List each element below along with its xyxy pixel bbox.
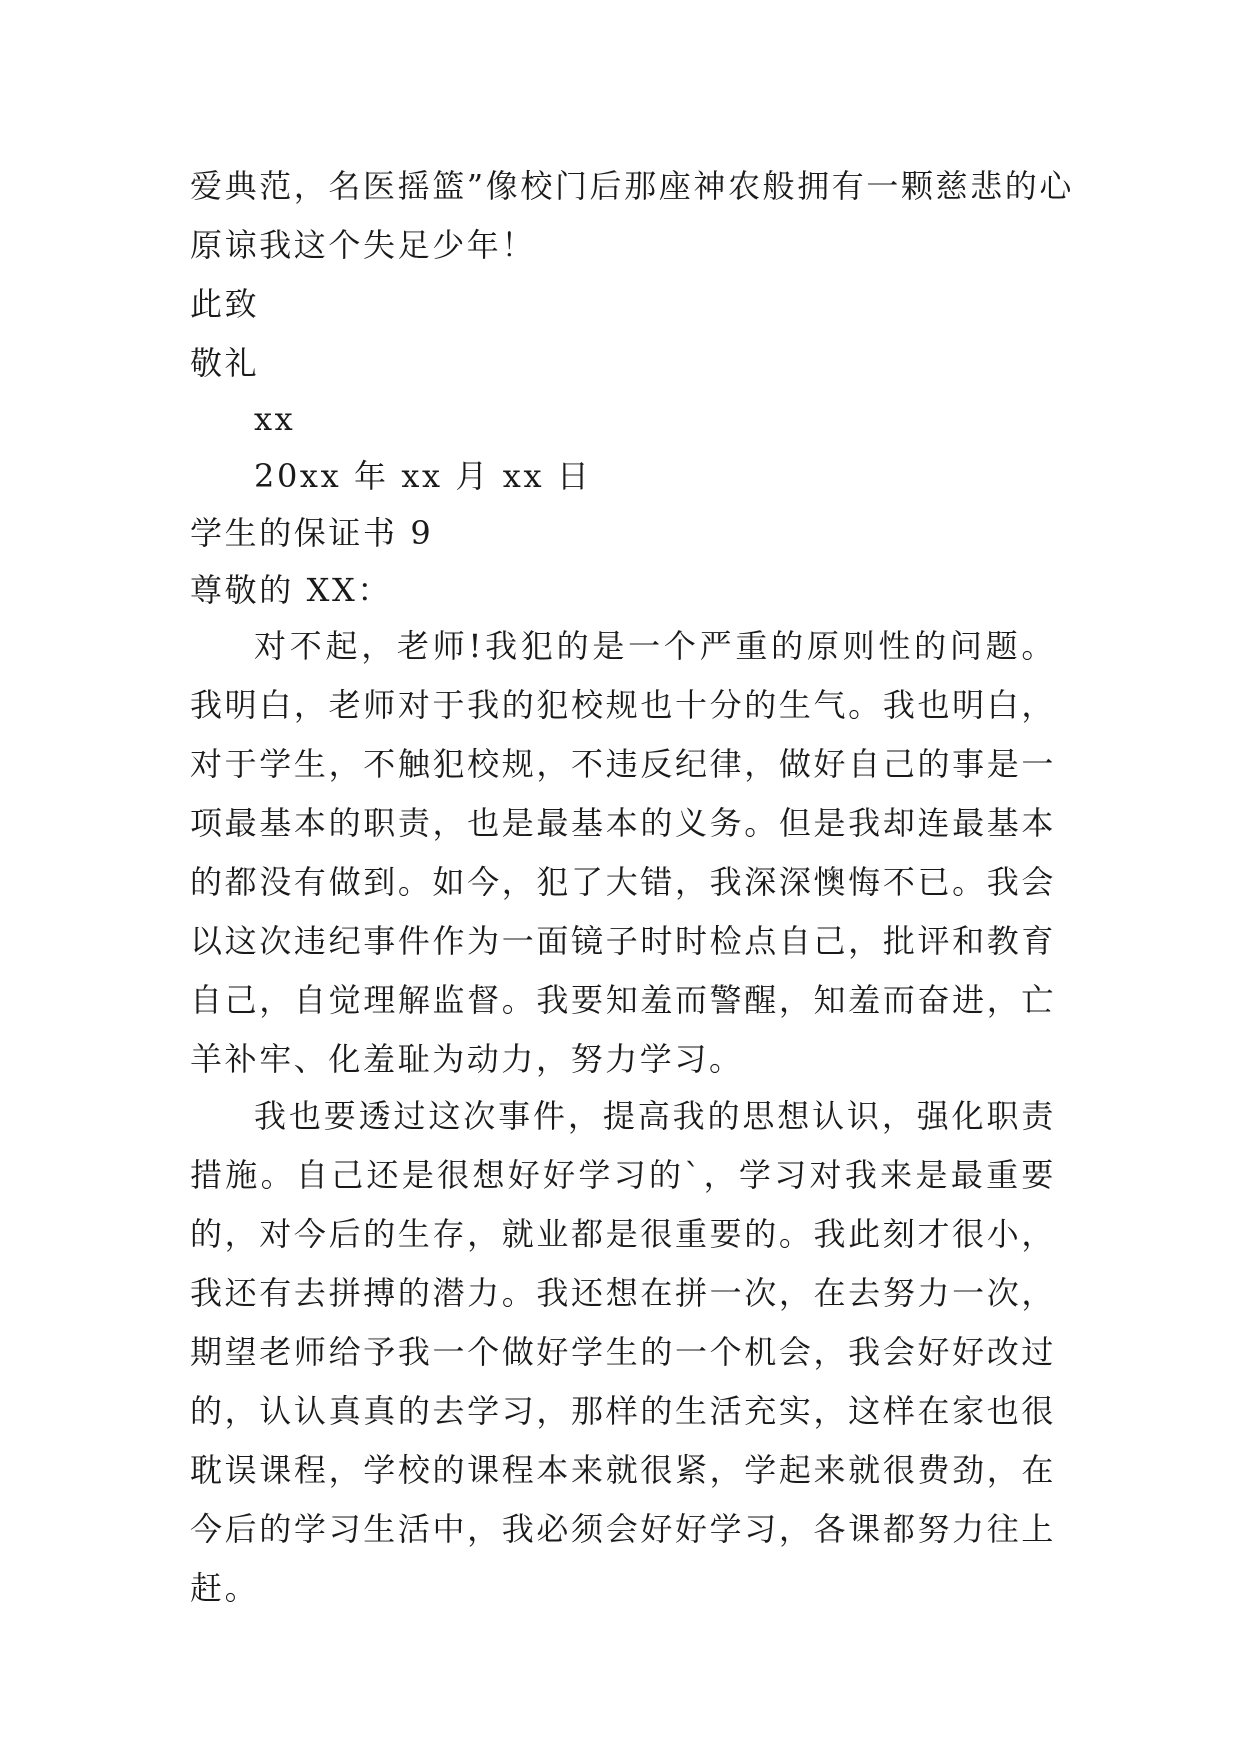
letter-greeting: 尊敬的 XX： [190,571,392,609]
closing-salutation: 此致 [190,285,260,323]
body-paragraph-1: 对不起，老师!我犯的是一个严重的原则性的问题。我明白，老师对于我的犯校规也十分的生气。我也明白，对于学生，不触犯校规，不违反纪律，做好自己的事是一项最基本的职责，也是最基本的义务。但是我却连最基本的都没有做到。如今，犯了大错，我深深懊悔不已。我会以这次违纪事件作为一面镜子时时检点自己，批评和教育自己，自觉理解监督。我要知羞而警醒，知羞而奋进，亡羊补牢、化羞耻为动力，努力学习。 [190,627,1056,1078]
body-paragraph-2: 我也要透过这次事件，提高我的思想认识，强化职责措施。自己还是很想好好学习的`，学习对我来是最重要的，对今后的生存，就业都是很重要的。我此刻才很小，我还有去拼搏的潜力。我还想在拼一次，在去努力一次，期望老师给予我一个做好学生的一个机会，我会好好改过的，认认真真的去学习，那样的生活充实，这样在家也很耽误课程，学校的课程本来就很紧，学起来就很费劲，在今后的学习生活中，我必须会好好学习，各课都努力往上赶。 [190,1097,1056,1607]
signature-date: 20xx 年 xx 月 xx 日 [254,457,592,495]
signature-name: xx [254,400,296,438]
continuation-line-1: 爱典范，名医摇篮”像校门后那座神农般拥有一颗慈悲的心 [190,167,1074,205]
section-title: 学生的保证书 9 [190,514,434,552]
closing-regards: 敬礼 [190,344,260,382]
continuation-line-2: 原谅我这个失足少年！ [190,226,537,264]
